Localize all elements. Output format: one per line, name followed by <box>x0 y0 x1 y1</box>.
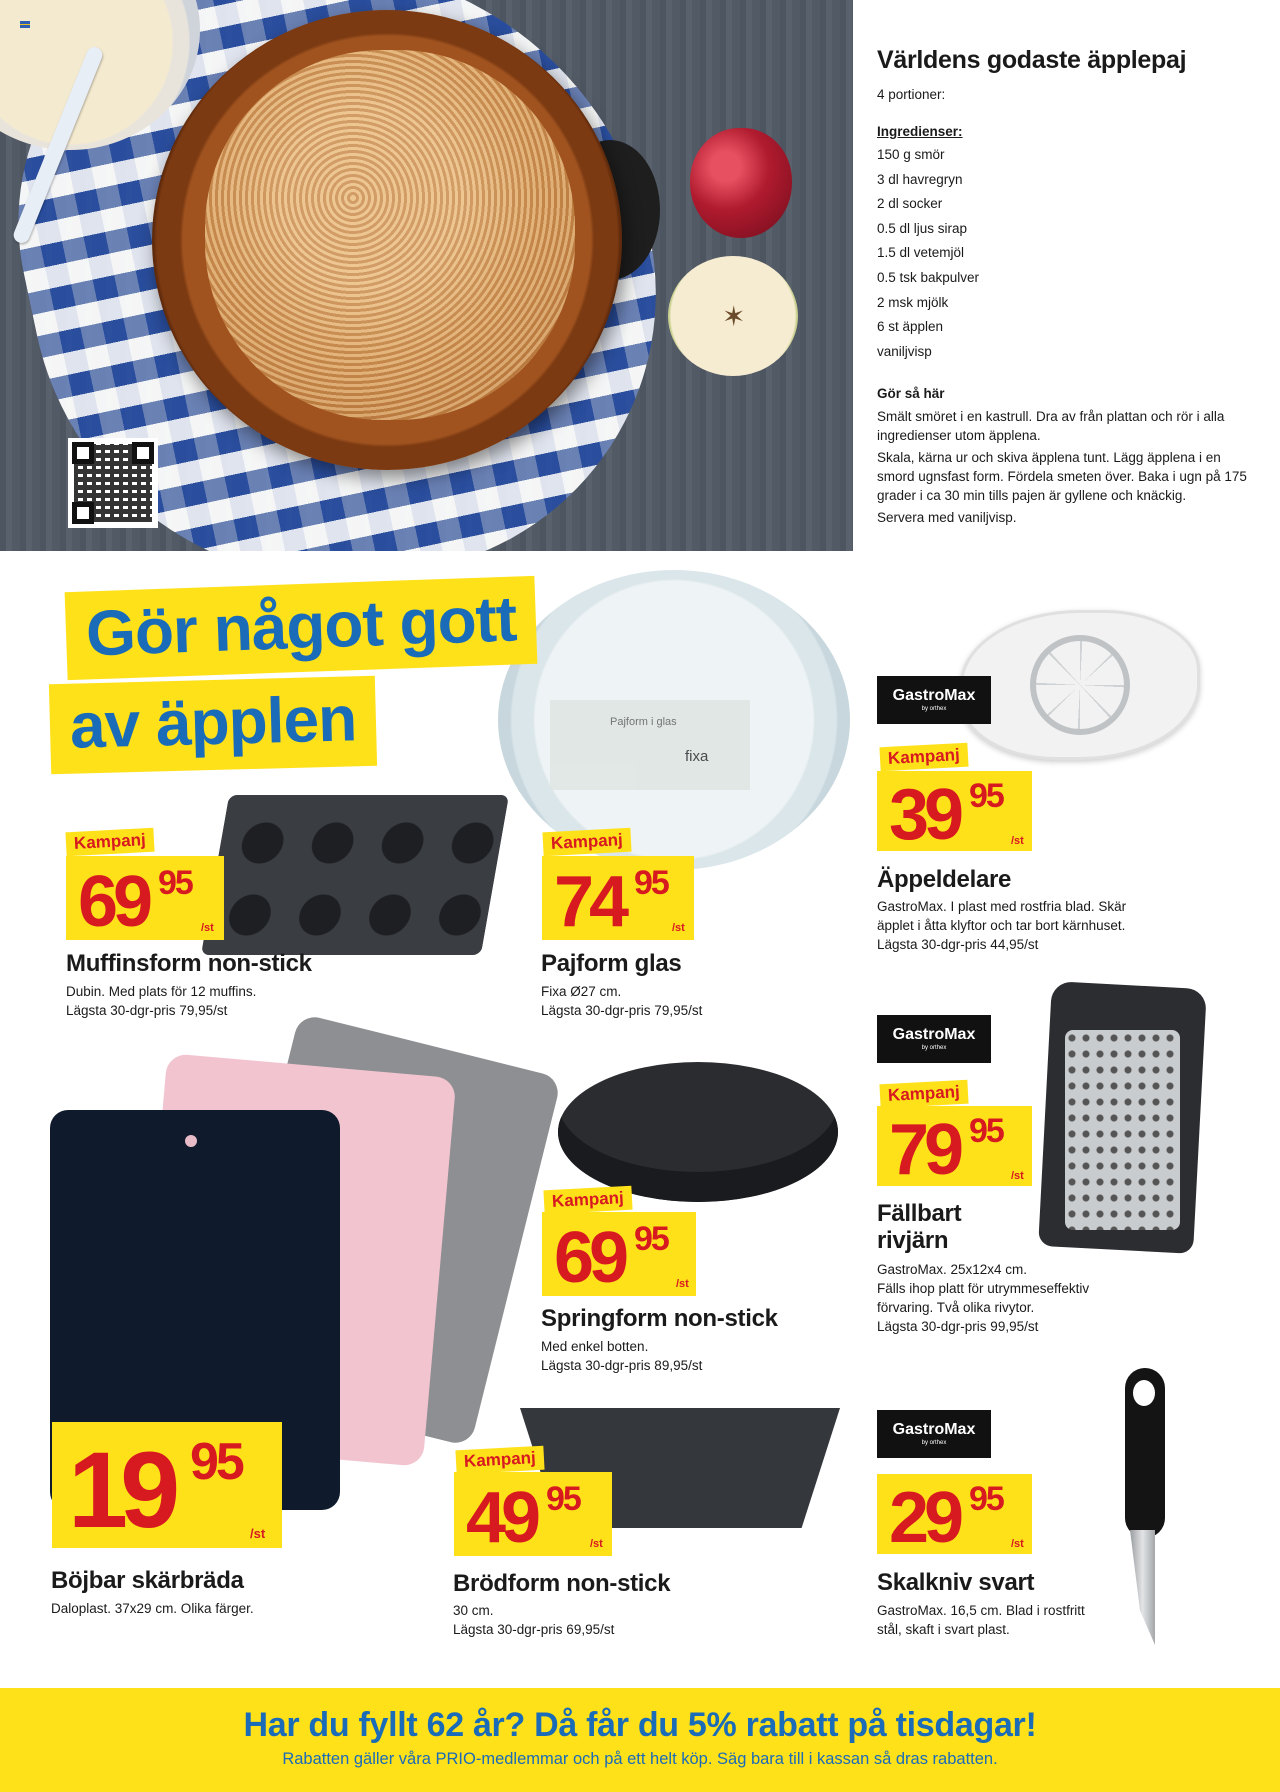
product-desc-skalkniv <box>877 1601 1085 1639</box>
apple-image <box>690 128 792 238</box>
price-tag-brodform <box>454 1472 612 1556</box>
banner-title: Har du fyllt 62 år? Då får du 5% rabatt på tisdagar! <box>243 1706 1037 1744</box>
ingredient-list <box>877 143 1257 364</box>
product-desc-pajform <box>541 982 702 1020</box>
price-major: 19 <box>68 1429 173 1550</box>
product-name-muffin: Muffinsform non-stick <box>66 950 312 977</box>
price-tag-skarbrada <box>52 1422 282 1548</box>
price-major: 79 <box>889 1110 960 1190</box>
product-name-brodform: Brödform non-stick <box>453 1570 671 1597</box>
desc-line: Lägsta 30-dgr-pris 79,95/st <box>541 1003 703 1018</box>
price-tag-rivjarn <box>877 1106 1032 1190</box>
desc-line: stål, skaft i svart plast. <box>877 1622 1010 1637</box>
paring-knife-blade <box>1130 1530 1155 1645</box>
per-unit: /st <box>672 922 685 934</box>
price-minor: 95 <box>158 864 192 902</box>
grater-surface <box>1065 1030 1180 1230</box>
per-unit: /st <box>1011 835 1024 847</box>
price-minor: 95 <box>969 1480 1003 1518</box>
desc-line: GastroMax. 25x12x4 cm. <box>877 1262 1028 1277</box>
per-unit: /st <box>1011 1170 1024 1182</box>
desc-line: Fixa Ø27 cm. <box>541 984 622 999</box>
recipe-title: Världens godaste äpplepaj <box>877 46 1187 74</box>
ingredient-item: 3 dl havregryn <box>877 171 963 187</box>
price-minor: 95 <box>634 1220 668 1258</box>
desc-line: Med enkel botten. <box>541 1339 649 1354</box>
springform-image <box>558 1062 838 1202</box>
cutting-board-hole <box>185 1135 197 1147</box>
price-minor: 95 <box>634 864 668 902</box>
headline-text-1: Gör något gott <box>84 582 518 670</box>
product-name-appeldelare: Äppeldelare <box>877 866 1012 893</box>
pie-dish-label <box>550 700 750 790</box>
method-step: Smält smöret i en kastrull. Dra av från plattan och rör i alla ingredienser utom äpplena. <box>877 409 1225 444</box>
ingredient-item: 0.5 tsk bakpulver <box>877 269 980 285</box>
price-minor: 95 <box>546 1480 580 1518</box>
muffin-tray-image <box>201 795 509 955</box>
price-major: 74 <box>554 862 625 942</box>
price-tag-appeldelare <box>877 771 1032 855</box>
ingredient-item: 0.5 dl ljus sirap <box>877 220 968 236</box>
kampanj-badge: Kampanj <box>455 1446 544 1475</box>
per-unit: /st <box>676 1278 689 1290</box>
kampanj-badge: Kampanj <box>65 828 154 857</box>
gastromax-logo <box>877 1410 991 1458</box>
price-major: 29 <box>889 1478 960 1558</box>
gastromax-logo <box>877 676 991 724</box>
desc-line: 30 cm. <box>453 1603 494 1618</box>
kampanj-badge: Kampanj <box>542 828 631 857</box>
product-name-springform: Springform non-stick <box>541 1305 778 1332</box>
per-unit: /st <box>590 1538 603 1550</box>
senior-discount-banner <box>0 1688 1280 1792</box>
headline-line-1 <box>65 576 538 680</box>
pie-label-text: Pajform i glas <box>610 716 677 728</box>
pie-crumble <box>205 50 575 420</box>
qr-corner <box>72 502 94 524</box>
desc-line: förvaring. Två olika rivytor. <box>877 1300 1035 1315</box>
ingredient-item: vaniljvisp <box>877 343 932 359</box>
name-line: Fällbart <box>877 1200 962 1227</box>
recipe-photo <box>0 0 853 551</box>
kampanj-badge: Kampanj <box>543 1186 632 1215</box>
product-desc-skarbrada <box>51 1599 254 1618</box>
gastromax-text: GastroMax <box>892 1421 976 1438</box>
qr-corner <box>132 442 154 464</box>
price-minor: 95 <box>969 777 1003 815</box>
desc-line: Fälls ihop platt för utrymmeseffektiv <box>877 1281 1090 1296</box>
knife-handle-hole <box>1133 1380 1155 1406</box>
gastromax-sub: by orthex <box>921 1440 947 1446</box>
qr-code[interactable] <box>68 438 158 528</box>
price-minor: 95 <box>969 1112 1003 1150</box>
desc-line: GastroMax. 16,5 cm. Blad i rostfritt <box>877 1603 1085 1618</box>
price-major: 69 <box>554 1218 625 1298</box>
price-tag-skalkniv <box>877 1474 1032 1558</box>
product-name-skalkniv: Skalkniv svart <box>877 1569 1035 1596</box>
desc-line: Lägsta 30-dgr-pris 79,95/st <box>66 1003 228 1018</box>
desc-line: Dubin. Med plats för 12 muffins. <box>66 984 257 999</box>
method-heading: Gör så här <box>877 386 945 402</box>
desc-line: Lägsta 30-dgr-pris 44,95/st <box>877 937 1039 952</box>
fixa-logo: fixa <box>685 748 709 765</box>
price-minor: 95 <box>190 1433 242 1491</box>
method-step: Skala, kärna ur och skiva äpplena tunt. Lägg äpplena i en smord ugnsfast form. Fördela smeten över. Baka i ugn på 175 grader i ca 30 min tills pajen är gyllene och knäckig. <box>877 450 1247 504</box>
price-major: 39 <box>889 775 960 855</box>
headline-line-2 <box>49 676 377 775</box>
product-desc-brodform <box>453 1601 614 1639</box>
price-tag-pajform <box>542 856 694 940</box>
qr-corner <box>72 442 94 464</box>
product-desc-springform <box>541 1337 702 1375</box>
per-unit: /st <box>1011 1538 1024 1550</box>
ingredients-heading: Ingredienser: <box>877 124 963 139</box>
gastromax-text: GastroMax <box>892 687 976 704</box>
method-step: Servera med vaniljvisp. <box>877 510 1017 526</box>
recipe-portions: 4 portioner: <box>877 87 946 102</box>
recipe <box>877 46 1257 530</box>
ingredient-item: 150 g smör <box>877 147 945 162</box>
desc-line: Daloplast. 37x29 cm. Olika färger. <box>51 1601 254 1616</box>
apple-core-icon: ✶ <box>722 301 746 332</box>
kampanj-badge: Kampanj <box>879 743 968 772</box>
name-line: rivjärn <box>877 1227 949 1254</box>
price-tag-springform <box>542 1212 696 1296</box>
gastromax-logo <box>877 1015 991 1063</box>
ingredient-item: 2 dl socker <box>877 196 943 212</box>
desc-line: GastroMax. I plast med rostfria blad. Skär <box>877 899 1127 914</box>
ingredient-item: 2 msk mjölk <box>877 294 949 310</box>
per-unit: /st <box>250 1526 266 1541</box>
product-name-skarbrada: Böjbar skärbräda <box>51 1567 244 1594</box>
product-name-rivjarn <box>877 1200 961 1254</box>
desc-line: äpplet i åtta klyftor och tar bort kärnhuset. <box>877 918 1126 933</box>
price-major: 49 <box>466 1478 537 1558</box>
per-unit: /st <box>201 922 214 934</box>
product-desc-appeldelare <box>877 897 1126 954</box>
price-major: 69 <box>78 862 149 942</box>
kampanj-badge: Kampanj <box>879 1080 968 1109</box>
banner-text: Rabatten gäller våra PRIO-medlemmar och på ett helt köp. Säg bara till i kassan så dras rabatten. <box>282 1750 998 1768</box>
price-tag-muffin <box>66 856 224 940</box>
flag-icon <box>20 21 30 28</box>
gastromax-sub: by orthex <box>921 1045 947 1051</box>
product-name-pajform: Pajform glas <box>541 950 682 977</box>
desc-line: Lägsta 30-dgr-pris 69,95/st <box>453 1622 615 1637</box>
headline-text-2: av äpplen <box>69 682 358 762</box>
ingredient-item: 6 st äpplen <box>877 319 944 335</box>
gastromax-text: GastroMax <box>892 1026 976 1043</box>
desc-line: Lägsta 30-dgr-pris 99,95/st <box>877 1319 1039 1334</box>
gastromax-sub: by orthex <box>921 706 947 712</box>
desc-line: Lägsta 30-dgr-pris 89,95/st <box>541 1358 703 1373</box>
product-desc-rivjarn <box>877 1260 1089 1336</box>
apple-slicer-blades <box>1030 635 1130 735</box>
ingredient-item: 1.5 dl vetemjöl <box>877 245 965 261</box>
product-desc-muffin <box>66 982 256 1020</box>
